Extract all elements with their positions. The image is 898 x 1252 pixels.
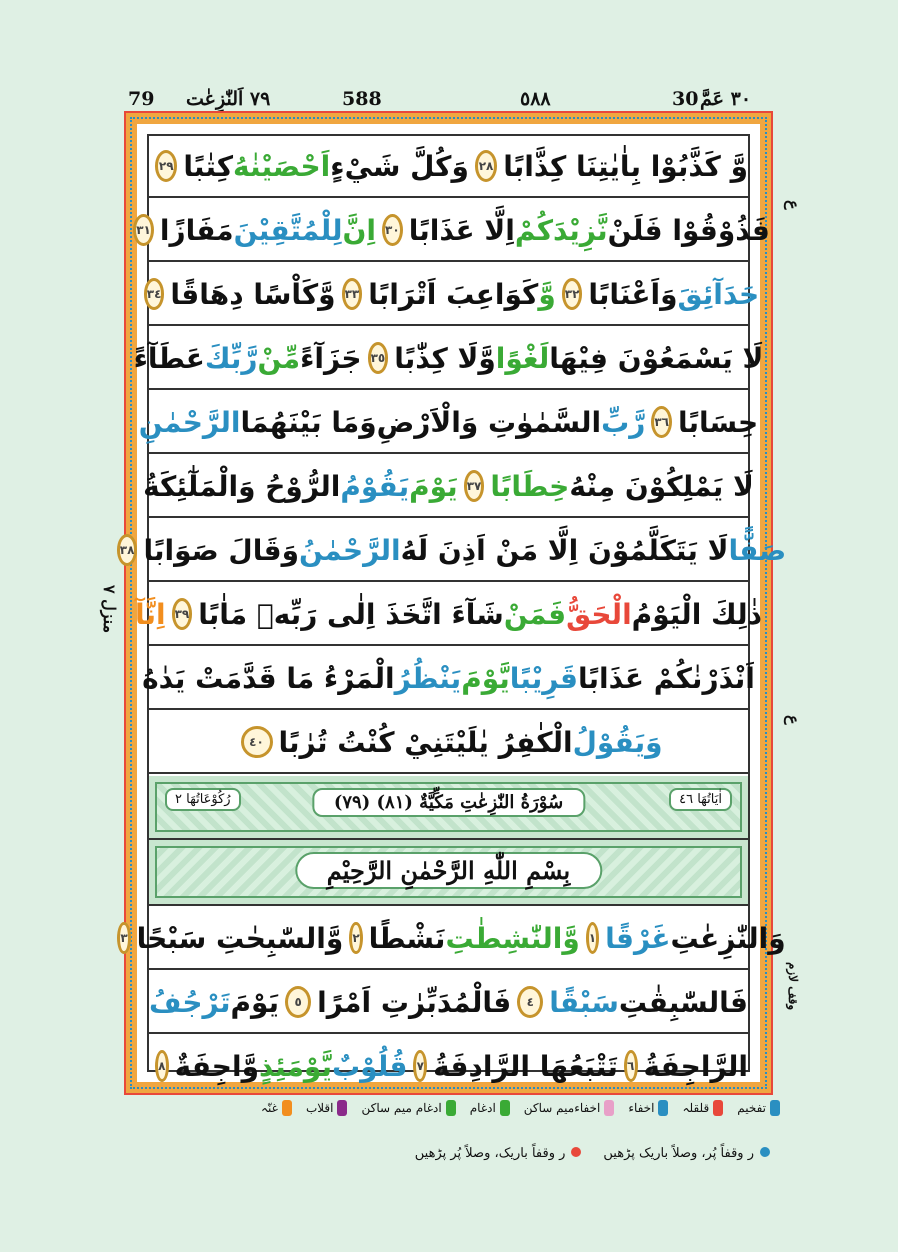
ayah-line	[149, 712, 748, 774]
header-para-number: 30	[672, 88, 699, 110]
ayah-text-segment: خِطَابًا	[490, 469, 570, 503]
legend-label: غنّہ	[261, 1101, 278, 1115]
legend-item	[470, 1100, 510, 1116]
ayah-text-segment: وَّالنّٰشِطٰتِ	[445, 921, 580, 955]
legend-swatch	[658, 1100, 668, 1116]
legend-swatch	[282, 1100, 292, 1116]
ayah-number-marker: ٣٦	[651, 406, 672, 438]
ayah-text-segment: وَّكَاْسًا دِهَاقًا	[170, 277, 336, 311]
ayah-number-marker: ٤٠	[241, 726, 273, 758]
legend-item	[261, 1100, 292, 1116]
ayah-text-segment: اَحْصَيْنٰهُ	[233, 149, 331, 183]
ayah-number-marker: ٣٢	[562, 278, 583, 310]
ra-pronunciation-legend	[380, 1146, 770, 1161]
ayah-text-segment: وَيَقُوْلُ	[572, 725, 663, 759]
ayah-text-segment: الْكٰفِرُ يٰلَيْتَنِيْ كُنْتُ تُرٰبًا	[278, 725, 573, 759]
legend-label: ر وقفاً باریک، وصلاً پُر پڑھیں	[414, 1146, 566, 1161]
ruku-mark-top: ع	[784, 200, 803, 210]
legend-label: اقلاب	[305, 1101, 334, 1115]
ayah-text-segment: رَّبِّكَ	[204, 341, 258, 375]
ayah-text-segment: لَا يَسْمَعُوْنَ فِيْهَا	[549, 341, 764, 375]
ayah-text-segment: اِنَّآ	[134, 597, 166, 631]
ayah-line	[149, 972, 748, 1034]
legend-swatch	[713, 1100, 723, 1116]
ayah-text-segment: وَكُلَّ شَيْءٍ	[330, 149, 469, 183]
surah-rukus-count: رُكُوْعَاتُهَا ٢	[165, 788, 241, 811]
ayah-text-segment: الرَّاجِفَةُ	[643, 1049, 748, 1083]
ra-legend-item	[603, 1146, 770, 1161]
legend-swatch	[604, 1100, 614, 1116]
legend-swatch	[337, 1100, 347, 1116]
ayah-text-segment: كَوَاعِبَ اَتْرَابًا	[368, 277, 539, 311]
ayah-number-marker: ٣٣	[342, 278, 363, 310]
ayah-text-segment: كِتٰبًا	[183, 149, 234, 183]
bismillah: بِسْمِ اللّٰهِ الرَّحْمٰنِ الرَّحِيْمِ	[295, 852, 602, 889]
legend-dot	[760, 1147, 770, 1157]
ayah-text-segment: يَوْمَ	[230, 985, 280, 1019]
ayah-text-segment: مِّنْ	[257, 341, 301, 375]
ayah-number-marker: ٣٥	[368, 342, 389, 374]
ayah-line	[143, 456, 754, 518]
ayah-text-segment: اِلَّا عَذَابًا	[408, 213, 515, 247]
ayah-text-segment: اَنْذَرْنٰكُمْ عَذَابًا	[578, 661, 755, 695]
ayah-text-segment: لَا يَمْلِكُوْنَ مِنْهُ	[569, 469, 754, 503]
header-para-arabic: ٣٠ عَمَّ	[700, 88, 752, 110]
legend-item	[306, 1100, 348, 1116]
legend-swatch	[446, 1100, 456, 1116]
ayah-number-marker: ٣٤	[144, 278, 165, 310]
ayah-line	[149, 1036, 748, 1096]
ruku-mark-bottom: ع	[784, 715, 803, 725]
surah-title: (٧٩) سُوْرَةُ النّٰزِعٰتِ مَكِّيَّةٌ (٨١)	[312, 788, 585, 817]
ayah-text-segment: جَزَآءً	[300, 341, 362, 375]
ayah-text-segment: وَالنّٰزِعٰتِ	[670, 921, 786, 955]
legend-label: اخفاء	[628, 1101, 655, 1115]
ayah-text-segment: يَّوْمَ	[461, 661, 510, 695]
ayah-line	[120, 908, 786, 970]
surah-ayat-count: اٰيَاتُهَا ٤٦	[669, 788, 732, 811]
header-surah-arabic: ٧٩ اَلنّٰزِعٰت	[186, 88, 271, 110]
ayah-line	[133, 328, 764, 390]
ayah-line	[146, 264, 760, 326]
ayah-text-segment: مَفَازًا	[159, 213, 234, 247]
ayah-text-segment: السَّمٰوٰتِ وَالْاَرْضِ	[376, 405, 602, 439]
legend-label: ادغام میم ساکن	[361, 1101, 442, 1115]
ayah-text-segment: فَالسّٰبِقٰتِ	[618, 985, 748, 1019]
legend-dot	[571, 1147, 581, 1157]
ayah-text-segment: وَّ	[538, 277, 556, 311]
ayah-line	[136, 200, 770, 262]
ayah-text-segment: يَقُوْمُ	[340, 469, 410, 503]
ayah-text-segment: وَّ كَذَّبُوْا بِاٰيٰتِنَا كِذَّابًا	[503, 149, 748, 183]
ayah-text-segment: حِسَابًا	[678, 405, 759, 439]
ayah-text-segment: نَشْطًا	[368, 921, 446, 955]
legend-label: ر وقفاً پُر، وصلاً باریک پڑھیں	[603, 1146, 754, 1161]
ayah-line	[138, 392, 759, 454]
ayah-text-segment: اِنَّ	[342, 213, 377, 247]
ayah-text-segment: وَّالسّٰبِحٰتِ سَبْحًا	[136, 921, 344, 955]
ayah-text-segment: لَغْوًا	[495, 341, 550, 375]
ayah-number-marker: ٢	[349, 922, 362, 954]
header-page-arabic: ٥٨٨	[520, 88, 551, 110]
header-surah-number: 79	[128, 88, 155, 110]
legend-swatch	[770, 1100, 780, 1116]
ayah-text-segment: رَّبِّ	[601, 405, 646, 439]
ayah-text-segment: لَا يَتَكَلَّمُوْنَ اِلَّا مَنْ اَذِنَ لَهُ	[400, 533, 729, 567]
ayah-number-marker: ٣٧	[464, 470, 485, 502]
ayah-text-segment: فَالْمُدَبِّرٰتِ اَمْرًا	[317, 985, 512, 1019]
ayah-text-segment: الرَّحْمٰنِ	[138, 405, 241, 439]
ayah-text-segment: وَقَالَ صَوَابًا	[143, 533, 299, 567]
ayah-text-segment: يَنْظُرُ	[394, 661, 462, 695]
ayah-line	[119, 520, 787, 582]
legend-item	[737, 1100, 780, 1116]
waqf-lazim-label: وقف لازم	[786, 962, 800, 1011]
legend-label: اخفاءمیم ساکن	[523, 1101, 601, 1115]
quran-page-frame	[119, 113, 787, 1093]
ayah-text-segment: الْمَرْءُ مَا قَدَّمَتْ يَدٰهُ	[142, 661, 395, 695]
ayah-text-segment: فَمَنْ	[503, 597, 567, 631]
ayah-text-segment: الْحَقُّ	[566, 597, 632, 631]
ayah-number-marker: ٣	[117, 922, 130, 954]
ayah-text-segment: عَطَآءً	[133, 341, 205, 375]
ayah-text-segment: حَدَآئِقَ	[677, 277, 760, 311]
ayah-text-segment: سَبْقًا	[549, 985, 619, 1019]
ayah-text-segment: يَوْمَ	[409, 469, 458, 503]
tajweed-color-legend	[140, 1100, 780, 1116]
ayah-number-marker: ٦	[624, 1050, 638, 1082]
ayah-line	[134, 584, 762, 646]
ayah-text-segment: تَرْجُفُ	[149, 985, 231, 1019]
ayah-number-marker: ٤	[517, 986, 543, 1018]
ayah-number-marker: ٣٨	[117, 534, 138, 566]
ayah-text-segment: وَّاجِفَةٌ	[174, 1049, 259, 1083]
ayah-text-segment: قُلُوْبٌ	[332, 1049, 408, 1083]
ayah-number-marker: ٣١	[133, 214, 154, 246]
bismillah-band	[149, 840, 748, 906]
surah-header-band	[149, 776, 748, 840]
legend-label: قلقلہ	[682, 1101, 710, 1115]
quran-text-area	[119, 134, 787, 1083]
ayah-number-marker: ٢٨	[475, 150, 497, 182]
legend-swatch	[500, 1100, 510, 1116]
ayah-number-marker: ٨	[155, 1050, 169, 1082]
manzil-label: منزل ٧	[100, 585, 119, 634]
ayah-text-segment: الرُّوْحُ وَالْمَلٰٓئِكَةُ	[143, 469, 341, 503]
ayah-text-segment: وَّلَا كِذّٰبًا	[394, 341, 496, 375]
ayah-number-marker: ٣٠	[382, 214, 403, 246]
ayah-text-segment: غَرْقًا	[605, 921, 671, 955]
ayah-number-marker: ١	[586, 922, 599, 954]
ayah-number-marker: ٥	[285, 986, 311, 1018]
ayah-number-marker: ٢٩	[155, 150, 177, 182]
legend-label: تفخیم	[737, 1101, 766, 1115]
legend-item	[524, 1100, 615, 1116]
ayah-number-marker: ٧	[413, 1050, 427, 1082]
ayah-text-segment: وَمَا بَيْنَهُمَا	[240, 405, 377, 439]
legend-item	[628, 1100, 668, 1116]
ayah-text-segment: شَآءَ اتَّخَذَ اِلٰى رَبِّهٖ مَاٰبًا	[198, 597, 504, 631]
header-page-number: 588	[342, 88, 382, 110]
ayah-text-segment: نَّزِيْدَكُمْ	[514, 213, 608, 247]
legend-item	[361, 1100, 455, 1116]
ayah-number-marker: ٣٩	[172, 598, 193, 630]
ayah-line	[149, 136, 748, 198]
ra-legend-item	[415, 1146, 582, 1161]
legend-label: ادغام	[469, 1101, 496, 1115]
legend-item	[682, 1100, 723, 1116]
ayah-text-segment: تَتْبَعُهَا الرَّادِفَةُ	[433, 1049, 618, 1083]
ayah-text-segment: يَّوْمَئِذٍ	[258, 1049, 332, 1083]
ayah-text-segment: فَذُوْقُوْا فَلَنْ	[607, 213, 770, 247]
ayah-text-segment: لِلْمُتَّقِيْنَ	[233, 213, 343, 247]
ayah-text-segment: وَاَعْنَابًا	[588, 277, 678, 311]
ayah-text-segment: صَفًّا	[728, 533, 787, 567]
ayah-text-segment: قَرِيْبًا	[509, 661, 579, 695]
ayah-text-segment: الرَّحْمٰنُ	[298, 533, 401, 567]
ayah-line	[142, 648, 755, 710]
ayah-text-segment: ذٰلِكَ الْيَوْمُ	[631, 597, 762, 631]
